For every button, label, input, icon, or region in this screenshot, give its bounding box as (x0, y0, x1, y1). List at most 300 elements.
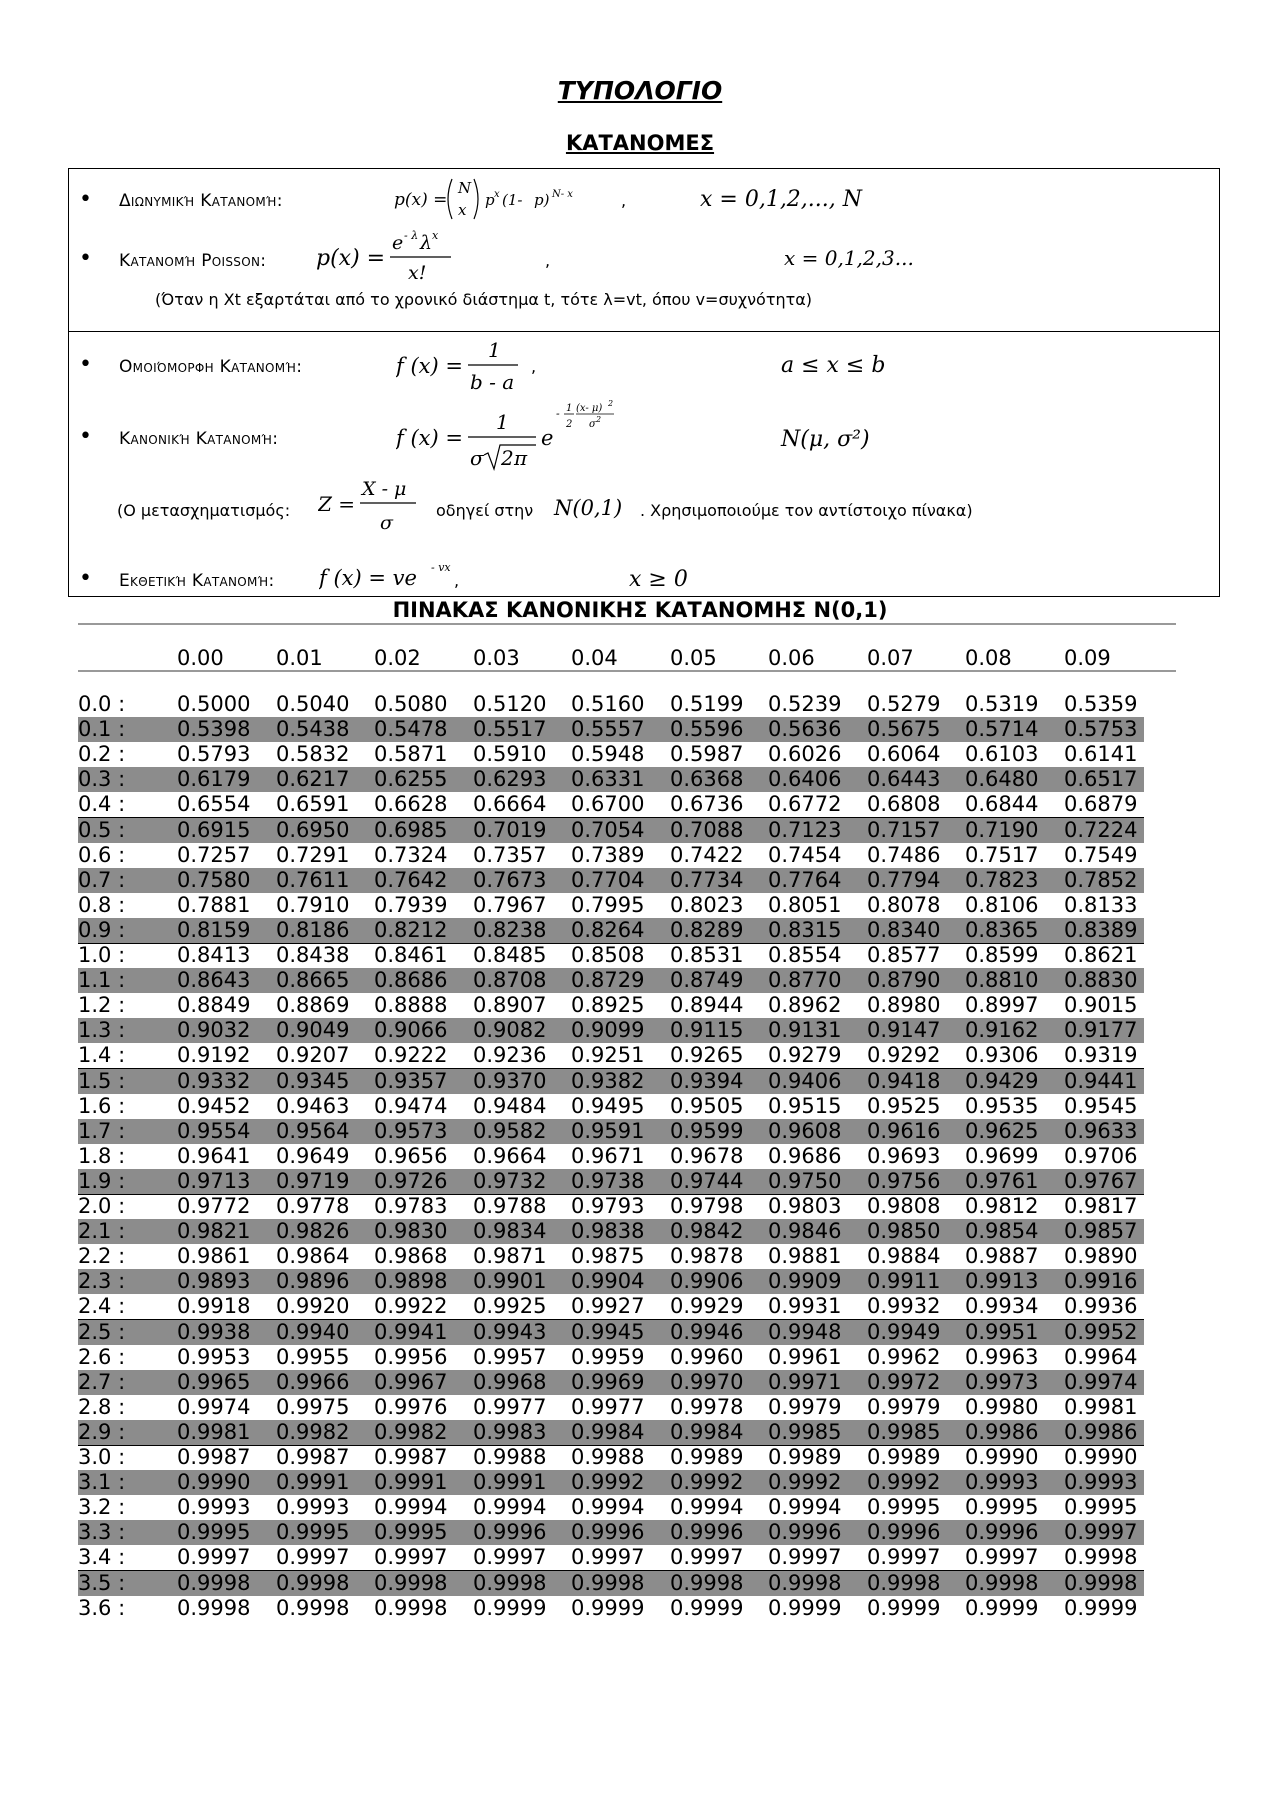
bullet-icon: • (79, 424, 92, 449)
probability-cell: 0.9292 (867, 1043, 941, 1068)
probability-cell: 0.9998 (867, 1570, 941, 1595)
probability-cell: 0.9032 (177, 1018, 251, 1043)
exponential-sep: , (454, 571, 460, 590)
z-value: 2.1 : (78, 1219, 126, 1244)
probability-cell: 0.9992 (768, 1470, 842, 1495)
poisson-sep: , (545, 251, 551, 270)
probability-cell: 0.8708 (473, 968, 547, 993)
probability-cell: 0.9878 (670, 1244, 744, 1269)
probability-cell: 0.9997 (1064, 1520, 1138, 1545)
probability-cell: 0.9564 (276, 1118, 350, 1143)
probability-cell: 0.9265 (670, 1043, 744, 1068)
probability-cell: 0.9664 (473, 1143, 547, 1168)
z-value: 1.9 : (78, 1168, 126, 1193)
svg-text:p: p (485, 191, 495, 209)
probability-cell: 0.9986 (965, 1419, 1039, 1444)
z-value: 2.4 : (78, 1294, 126, 1319)
probability-cell: 0.9991 (473, 1470, 547, 1495)
table-row (78, 1395, 1144, 1420)
probability-cell: 0.9582 (473, 1118, 547, 1143)
probability-cell: 0.9998 (177, 1595, 251, 1620)
probability-cell: 0.9808 (867, 1194, 941, 1218)
probability-cell: 0.6443 (867, 767, 941, 792)
probability-cell: 0.9990 (1064, 1445, 1138, 1469)
probability-cell: 0.9783 (374, 1194, 448, 1218)
probability-cell: 0.9656 (374, 1143, 448, 1168)
probability-cell: 0.9554 (177, 1118, 251, 1143)
z-value: 2.6 : (78, 1344, 126, 1369)
probability-cell: 0.8907 (473, 993, 547, 1018)
normal-note-n: N(0,1) (554, 496, 623, 520)
probability-cell: 0.9357 (374, 1068, 448, 1093)
probability-cell: 0.9997 (473, 1545, 547, 1570)
probability-cell: 0.9382 (571, 1068, 645, 1093)
z-value: 1.7 : (78, 1118, 126, 1143)
probability-cell: 0.9846 (768, 1219, 842, 1244)
probability-cell: 0.9997 (867, 1545, 941, 1570)
table-row (78, 868, 1144, 893)
probability-cell: 0.9968 (473, 1369, 547, 1394)
probability-cell: 0.8508 (571, 943, 645, 967)
probability-cell: 0.7611 (276, 867, 350, 892)
svg-text:1: 1 (566, 403, 573, 414)
probability-cell: 0.9994 (473, 1495, 547, 1520)
probability-cell: 0.9974 (1064, 1369, 1138, 1394)
probability-cell: 0.9998 (374, 1570, 448, 1595)
page-title: ΤΥΠΟΛΟΓΙΟ (557, 76, 723, 105)
probability-cell: 0.7123 (768, 817, 842, 842)
probability-cell: 0.7852 (1064, 867, 1138, 892)
probability-cell: 0.9345 (276, 1068, 350, 1093)
probability-cell: 0.9999 (867, 1595, 941, 1620)
probability-cell: 0.9904 (571, 1269, 645, 1294)
probability-cell: 0.9788 (473, 1194, 547, 1218)
probability-cell: 0.8078 (867, 892, 941, 917)
probability-cell: 0.9177 (1064, 1018, 1138, 1043)
probability-cell: 0.8023 (670, 892, 744, 917)
probability-cell: 0.9998 (374, 1595, 448, 1620)
probability-cell: 0.9993 (1064, 1470, 1138, 1495)
probability-cell: 0.9998 (965, 1570, 1039, 1595)
probability-cell: 0.9474 (374, 1093, 448, 1118)
probability-cell: 0.9906 (670, 1269, 744, 1294)
column-header: 0.04 (571, 646, 618, 670)
probability-cell: 0.9994 (571, 1495, 645, 1520)
probability-cell: 0.5753 (1064, 717, 1138, 742)
probability-cell: 0.9973 (965, 1369, 1039, 1394)
svg-text:2: 2 (596, 415, 602, 424)
probability-cell: 0.5517 (473, 717, 547, 742)
probability-cell: 0.9131 (768, 1018, 842, 1043)
probability-cell: 0.9952 (1064, 1319, 1138, 1344)
svg-text:(x- μ): (x- μ) (576, 403, 603, 414)
probability-cell: 0.6217 (276, 767, 350, 792)
binomial-formula (394, 173, 594, 230)
uniform-formula (396, 335, 546, 401)
column-header: 0.01 (276, 646, 323, 670)
table-row (78, 1069, 1144, 1094)
probability-cell: 0.8365 (965, 917, 1039, 942)
probability-cell: 0.7389 (571, 842, 645, 867)
bullet-icon: • (79, 566, 92, 591)
probability-cell: 0.9999 (571, 1595, 645, 1620)
table-title: ΠΙΝΑΚΑΣ ΚΑΝΟΝΙΚΗΣ ΚΑΤΑΝΟΜΗΣ N(0,1) (392, 598, 888, 622)
probability-cell: 0.9997 (571, 1545, 645, 1570)
probability-cell: 0.9995 (965, 1495, 1039, 1520)
table-header-rule (78, 670, 1176, 672)
z-transform-formula (318, 473, 428, 539)
probability-cell: 0.9641 (177, 1143, 251, 1168)
probability-cell: 0.9959 (571, 1344, 645, 1369)
probability-cell: 0.9971 (768, 1369, 842, 1394)
column-header: 0.08 (965, 646, 1012, 670)
probability-cell: 0.8729 (571, 968, 645, 993)
probability-cell: 0.8133 (1064, 892, 1138, 917)
probability-cell: 0.8340 (867, 917, 941, 942)
z-value: 3.3 : (78, 1520, 126, 1545)
probability-cell: 0.6664 (473, 792, 547, 817)
probability-cell: 0.9969 (571, 1369, 645, 1394)
probability-cell: 0.9713 (177, 1168, 251, 1193)
probability-cell: 0.5239 (768, 692, 842, 716)
probability-cell: 0.9744 (670, 1168, 744, 1193)
probability-cell: 0.7454 (768, 842, 842, 867)
probability-cell: 0.5910 (473, 742, 547, 767)
probability-cell: 0.9998 (276, 1595, 350, 1620)
probability-cell: 0.9925 (473, 1294, 547, 1319)
probability-cell: 0.8106 (965, 892, 1039, 917)
probability-cell: 0.9871 (473, 1244, 547, 1269)
uniform-formula-graphic (396, 335, 546, 397)
probability-cell: 0.9505 (670, 1093, 744, 1118)
probability-cell: 0.5714 (965, 717, 1039, 742)
probability-cell: 0.9881 (768, 1244, 842, 1269)
svg-text:b - a: b - a (470, 370, 515, 394)
probability-cell: 0.9951 (965, 1319, 1039, 1344)
probability-cell: 0.9996 (867, 1520, 941, 1545)
probability-cell: 0.9545 (1064, 1093, 1138, 1118)
probability-cell: 0.7995 (571, 892, 645, 917)
table-row (78, 1370, 1144, 1395)
table-row (78, 1545, 1144, 1571)
probability-cell: 0.9761 (965, 1168, 1039, 1193)
probability-cell: 0.5987 (670, 742, 744, 767)
table-row (78, 1495, 1144, 1520)
column-header: 0.09 (1064, 646, 1111, 670)
table-row (78, 1169, 1144, 1195)
table-row (78, 1219, 1144, 1244)
svg-text:λ: λ (420, 232, 433, 254)
probability-cell: 0.8665 (276, 968, 350, 993)
svg-text:Z =: Z = (318, 492, 356, 516)
probability-cell: 0.9916 (1064, 1269, 1138, 1294)
probability-cell: 0.7881 (177, 892, 251, 917)
probability-cell: 0.9998 (473, 1570, 547, 1595)
probability-cell: 0.9463 (276, 1093, 350, 1118)
probability-cell: 0.8925 (571, 993, 645, 1018)
probability-cell: 0.9812 (965, 1194, 1039, 1218)
probability-cell: 0.9980 (965, 1394, 1039, 1419)
probability-cell: 0.5279 (867, 692, 941, 716)
probability-cell: 0.8830 (1064, 968, 1138, 993)
probability-cell: 0.9319 (1064, 1043, 1138, 1068)
table-row (78, 1194, 1144, 1219)
probability-cell: 0.8962 (768, 993, 842, 1018)
probability-cell: 0.9406 (768, 1068, 842, 1093)
svg-text:p): p) (534, 191, 550, 209)
probability-cell: 0.9998 (670, 1570, 744, 1595)
probability-cell: 0.9974 (177, 1394, 251, 1419)
probability-cell: 0.7642 (374, 867, 448, 892)
probability-cell: 0.9946 (670, 1319, 744, 1344)
column-header: 0.06 (768, 646, 815, 670)
probability-cell: 0.7764 (768, 867, 842, 892)
probability-cell: 0.9966 (276, 1369, 350, 1394)
probability-cell: 0.9884 (867, 1244, 941, 1269)
probability-cell: 0.9306 (965, 1043, 1039, 1068)
probability-cell: 0.6554 (177, 792, 251, 817)
probability-cell: 0.9990 (965, 1445, 1039, 1469)
probability-cell: 0.9996 (965, 1520, 1039, 1545)
probability-cell: 0.9997 (276, 1545, 350, 1570)
probability-cell: 0.7486 (867, 842, 941, 867)
probability-cell: 0.8289 (670, 917, 744, 942)
svg-text:- λ: - λ (404, 229, 419, 242)
probability-cell: 0.5636 (768, 717, 842, 742)
probability-cell: 0.9772 (177, 1194, 251, 1218)
probability-cell: 0.9997 (670, 1545, 744, 1570)
probability-cell: 0.9989 (867, 1445, 941, 1469)
table-row (78, 993, 1144, 1018)
probability-cell: 0.9918 (177, 1294, 251, 1319)
probability-cell: 0.5080 (374, 692, 448, 716)
table-row (78, 692, 1144, 717)
probability-cell: 0.9222 (374, 1043, 448, 1068)
table-row (78, 1445, 1144, 1470)
probability-cell: 0.9987 (374, 1445, 448, 1469)
table-row (78, 792, 1144, 818)
probability-cell: 0.7580 (177, 867, 251, 892)
table-row (78, 1571, 1144, 1596)
probability-cell: 0.9997 (374, 1545, 448, 1570)
probability-cell: 0.9992 (867, 1470, 941, 1495)
probability-cell: 0.9998 (1064, 1570, 1138, 1595)
probability-cell: 0.7257 (177, 842, 251, 867)
probability-cell: 0.9997 (177, 1545, 251, 1570)
exponential-range: x ≥ 0 (629, 567, 688, 592)
probability-cell: 0.6950 (276, 817, 350, 842)
probability-cell: 0.9936 (1064, 1294, 1138, 1319)
probability-cell: 0.9868 (374, 1244, 448, 1269)
probability-cell: 0.9332 (177, 1068, 251, 1093)
probability-cell: 0.8315 (768, 917, 842, 942)
table-row (78, 1244, 1144, 1269)
probability-cell: 0.9999 (670, 1595, 744, 1620)
probability-cell: 0.9515 (768, 1093, 842, 1118)
table-row (78, 1269, 1144, 1294)
z-value: 1.5 : (78, 1068, 126, 1093)
normal-label: Κανονική Κατανομή: (119, 429, 279, 449)
probability-cell: 0.9929 (670, 1294, 744, 1319)
probability-cell: 0.9162 (965, 1018, 1039, 1043)
probability-cell: 0.6293 (473, 767, 547, 792)
probability-cell: 0.9854 (965, 1219, 1039, 1244)
binomial-range: x = 0,1,2,..., N (700, 187, 863, 212)
probability-cell: 0.9608 (768, 1118, 842, 1143)
probability-cell: 0.5120 (473, 692, 547, 716)
probability-cell: 0.9875 (571, 1244, 645, 1269)
table-row (78, 1119, 1144, 1144)
probability-cell: 0.6406 (768, 767, 842, 792)
probability-cell: 0.8810 (965, 968, 1039, 993)
probability-cell: 0.9987 (177, 1445, 251, 1469)
probability-cell: 0.8186 (276, 917, 350, 942)
svg-text:σ: σ (589, 419, 596, 430)
probability-cell: 0.9995 (177, 1520, 251, 1545)
probability-cell: 0.9920 (276, 1294, 350, 1319)
svg-text:e: e (392, 232, 404, 254)
probability-cell: 0.9984 (670, 1419, 744, 1444)
svg-text:π: π (514, 446, 528, 470)
z-value: 0.0 : (78, 692, 126, 716)
z-value: 1.0 : (78, 943, 126, 967)
probability-cell: 0.9726 (374, 1168, 448, 1193)
probability-cell: 0.9938 (177, 1319, 251, 1344)
probability-cell: 0.5832 (276, 742, 350, 767)
probability-cell: 0.5319 (965, 692, 1039, 716)
column-header: 0.05 (670, 646, 717, 670)
probability-cell: 0.8790 (867, 968, 941, 993)
probability-cell: 0.9979 (867, 1394, 941, 1419)
probability-cell: 0.9066 (374, 1018, 448, 1043)
table-row (78, 1043, 1144, 1069)
probability-cell: 0.7517 (965, 842, 1039, 867)
uniform-range: a ≤ x ≤ b (781, 353, 886, 378)
probability-cell: 0.9649 (276, 1143, 350, 1168)
bullet-icon: • (79, 187, 92, 212)
uniform-sep: , (531, 357, 537, 376)
probability-cell: 0.9977 (571, 1394, 645, 1419)
probability-cell: 0.5675 (867, 717, 941, 742)
probability-cell: 0.6736 (670, 792, 744, 817)
probability-cell: 0.9995 (1064, 1495, 1138, 1520)
probability-cell: 0.6480 (965, 767, 1039, 792)
table-row (78, 893, 1144, 918)
probability-cell: 0.6700 (571, 792, 645, 817)
box-divider (69, 331, 1219, 332)
probability-cell: 0.9998 (571, 1570, 645, 1595)
probability-cell: 0.8264 (571, 917, 645, 942)
uniform-label: Ομοιόμορφη Κατανομή: (119, 357, 303, 377)
table-row (78, 767, 1144, 792)
probability-cell: 0.9961 (768, 1344, 842, 1369)
binomial-sep: , (621, 191, 627, 210)
probability-cell: 0.9441 (1064, 1068, 1138, 1093)
probability-cell: 0.9678 (670, 1143, 744, 1168)
probability-cell: 0.9949 (867, 1319, 941, 1344)
svg-text:2: 2 (566, 419, 573, 430)
probability-cell: 0.6985 (374, 817, 448, 842)
z-value: 0.6 : (78, 842, 126, 867)
svg-text:N- x: N- x (552, 189, 573, 200)
probability-cell: 0.8389 (1064, 917, 1138, 942)
probability-cell: 0.9756 (867, 1168, 941, 1193)
probability-cell: 0.9976 (374, 1394, 448, 1419)
table-top-rule (78, 623, 1176, 625)
column-header: 0.07 (867, 646, 914, 670)
probability-cell: 0.6879 (1064, 792, 1138, 817)
probability-cell: 0.8212 (374, 917, 448, 942)
probability-cell: 0.8888 (374, 993, 448, 1018)
svg-text:p(x) =: p(x) = (394, 190, 448, 210)
probability-cell: 0.9495 (571, 1093, 645, 1118)
probability-cell: 0.6368 (670, 767, 744, 792)
probability-cell: 0.9896 (276, 1269, 350, 1294)
z-value: 2.8 : (78, 1394, 126, 1419)
probability-cell: 0.9999 (1064, 1595, 1138, 1620)
probability-cell: 0.8599 (965, 943, 1039, 967)
probability-cell: 0.9732 (473, 1168, 547, 1193)
probability-cell: 0.9997 (965, 1545, 1039, 1570)
table-row (78, 1094, 1144, 1119)
probability-cell: 0.6026 (768, 742, 842, 767)
z-value: 2.5 : (78, 1319, 126, 1344)
table-row (78, 818, 1144, 843)
z-value: 1.1 : (78, 968, 126, 993)
probability-cell: 0.9963 (965, 1344, 1039, 1369)
z-value: 0.4 : (78, 792, 126, 817)
normal-range: N(μ, σ²) (781, 427, 870, 452)
probability-cell: 0.9834 (473, 1219, 547, 1244)
probability-cell: 0.9738 (571, 1168, 645, 1193)
table-row (78, 1420, 1144, 1446)
table-row (78, 1470, 1144, 1495)
probability-cell: 0.9901 (473, 1269, 547, 1294)
probability-cell: 0.6064 (867, 742, 941, 767)
probability-cell: 0.9236 (473, 1043, 547, 1068)
probability-cell: 0.9991 (276, 1470, 350, 1495)
probability-cell: 0.9015 (1064, 993, 1138, 1018)
probability-cell: 0.9911 (867, 1269, 941, 1294)
bullet-icon: • (79, 352, 92, 377)
probability-cell: 0.9909 (768, 1269, 842, 1294)
probability-cell: 0.9927 (571, 1294, 645, 1319)
probability-cell: 0.7019 (473, 817, 547, 842)
svg-text:x: x (494, 189, 500, 200)
probability-cell: 0.9793 (571, 1194, 645, 1218)
probability-cell: 0.9693 (867, 1143, 941, 1168)
z-value: 3.6 : (78, 1595, 126, 1620)
z-value: 1.4 : (78, 1043, 126, 1068)
probability-cell: 0.9934 (965, 1294, 1039, 1319)
probability-cell: 0.7224 (1064, 817, 1138, 842)
probability-cell: 0.9995 (374, 1520, 448, 1545)
z-value: 0.3 : (78, 767, 126, 792)
svg-text:1: 1 (496, 410, 509, 434)
probability-cell: 0.5871 (374, 742, 448, 767)
column-header: 0.00 (177, 646, 224, 670)
probability-cell: 0.9147 (867, 1018, 941, 1043)
svg-text:1: 1 (488, 338, 501, 362)
probability-cell: 0.9719 (276, 1168, 350, 1193)
probability-cell: 0.8749 (670, 968, 744, 993)
probability-cell: 0.9998 (1064, 1545, 1138, 1570)
poisson-note: (Όταν η Xt εξαρτάται από το χρονικό διάστημα t, τότε λ=vt, όπου v=συχνότητα) (155, 290, 813, 309)
probability-cell: 0.9965 (177, 1369, 251, 1394)
probability-cell: 0.9985 (768, 1419, 842, 1444)
probability-cell: 0.9850 (867, 1219, 941, 1244)
probability-cell: 0.9452 (177, 1093, 251, 1118)
